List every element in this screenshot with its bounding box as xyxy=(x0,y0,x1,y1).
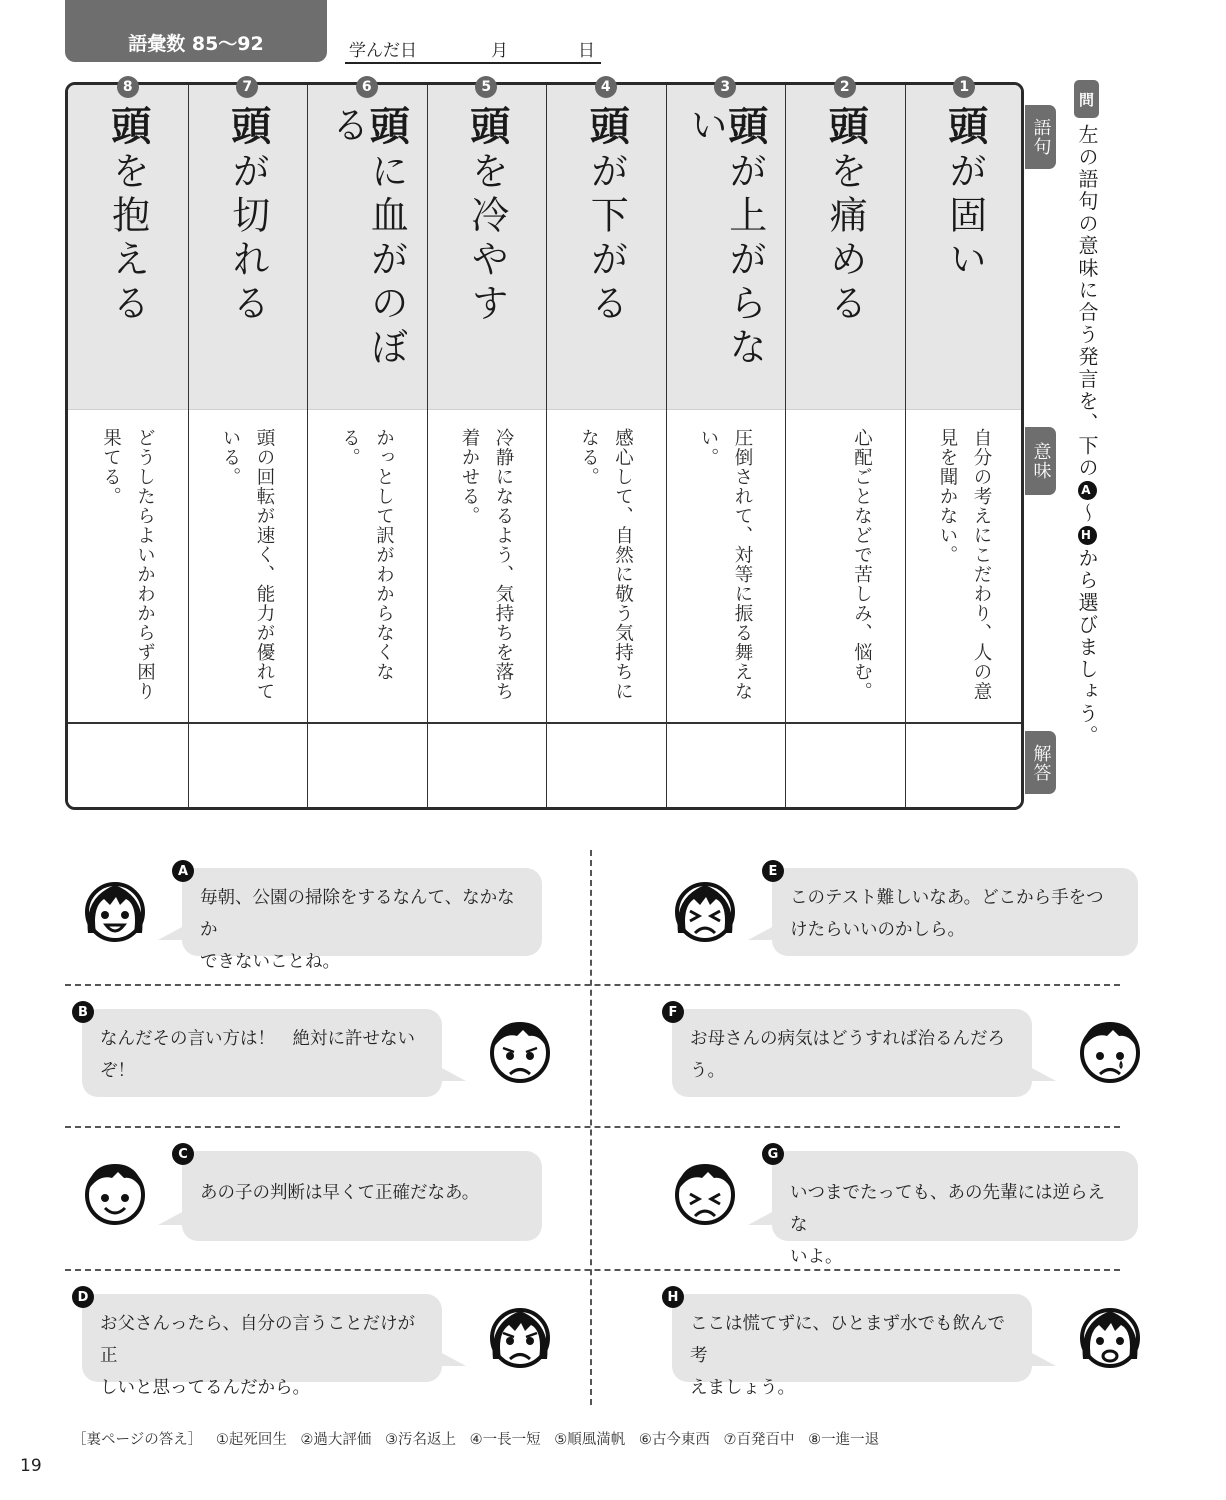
dialogue-line-2: いよ。 xyxy=(790,1247,843,1267)
phrase-head: 頭 xyxy=(721,105,768,151)
meaning-cell xyxy=(189,410,308,724)
phrase-head: 頭 xyxy=(224,105,271,151)
label-h-icon: H xyxy=(1078,526,1097,545)
tab-meaning-label: 意味 xyxy=(1030,442,1052,480)
speech-bubble xyxy=(672,1009,1032,1097)
vocab-column-2 xyxy=(785,85,905,807)
boy-angry-face-icon xyxy=(485,1016,555,1086)
phrase-rest: を痛める xyxy=(823,151,868,327)
day-label: 日 xyxy=(578,41,595,61)
dialogue-line-1: お母さんの病気はどうすれば治るんだろ xyxy=(690,1029,1005,1049)
label-a-icon: A xyxy=(1078,481,1097,500)
speech-bubble xyxy=(82,1009,442,1097)
bubble-tail xyxy=(1030,1352,1056,1366)
tab-meaning xyxy=(1025,427,1056,495)
phrase-text xyxy=(463,105,510,327)
option-label-badge: C xyxy=(172,1143,194,1165)
row-divider-1 xyxy=(65,984,1120,986)
speech-bubble xyxy=(772,868,1138,956)
item-number-badge: 3 xyxy=(714,76,736,98)
meaning-text: 圧倒されて、対等に振る舞えない。 xyxy=(698,428,753,701)
meaning-cell xyxy=(786,410,905,724)
meaning-cell xyxy=(428,410,547,724)
phrase-text xyxy=(325,105,410,409)
phrase-rest: を抱える xyxy=(105,151,150,327)
bubble-tail xyxy=(440,1352,466,1366)
vocab-column-8 xyxy=(68,85,188,807)
vocab-range-header xyxy=(65,0,327,62)
dialogue-line-2: できないことね。 xyxy=(200,952,340,972)
bubble-tail xyxy=(748,926,774,940)
meaning-text: 冷静になるよう、気持ちを落ち着かせる。 xyxy=(459,428,514,701)
phrase-rest: を冷やす xyxy=(464,151,509,327)
answer-box[interactable] xyxy=(906,724,1025,810)
study-date-field[interactable] xyxy=(345,34,601,64)
item-number-badge: 7 xyxy=(236,76,258,98)
dialogue-line-2: ぞ！ xyxy=(100,1061,135,1081)
dialogue-line-2: しいと思ってるんだから。 xyxy=(100,1378,310,1398)
phrase-cell xyxy=(786,85,905,410)
phrase-head: 頭 xyxy=(583,105,630,151)
answer-box[interactable] xyxy=(667,724,786,810)
meaning-cell xyxy=(547,410,666,724)
boy-distressed-face-icon xyxy=(670,1158,740,1228)
phrase-head: 頭 xyxy=(822,105,869,151)
previous-page-answers: ［裏ページの答え］ ①起死回生 ②過大評価 ③汚名返上 ④一長一短 ⑤順風満帆 ⑥古今東西 ⑦百発百中 ⑧一進一退 xyxy=(72,1432,880,1448)
girl-angry-face-icon xyxy=(485,1301,555,1371)
boy-crying-face-icon xyxy=(1075,1016,1145,1086)
answer-box[interactable] xyxy=(189,724,308,810)
meaning-text: 感心して、自然に敬う気持ちになる。 xyxy=(578,428,634,701)
row-divider-2 xyxy=(65,1126,1120,1128)
meaning-text: どうしたらよいかわからず困り果てる。 xyxy=(100,428,156,701)
tab-phrase-label: 語句 xyxy=(1030,118,1052,156)
tab-phrase xyxy=(1025,105,1056,169)
bubble-tail xyxy=(158,926,184,940)
question-text-part2: から選びましょう。 xyxy=(1075,547,1099,748)
question-instruction xyxy=(1073,124,1101,747)
phrase-cell xyxy=(68,85,188,410)
option-label-badge: D xyxy=(72,1286,94,1308)
phrase-text xyxy=(583,105,630,327)
girl-distressed-face-icon xyxy=(670,875,740,945)
dialogue-line-2: けたらいいのかしら。 xyxy=(790,920,965,940)
dialogue-line-1: いつまでたっても、あの先輩には逆らえな xyxy=(790,1183,1105,1235)
meaning-text: かっとして訳がわからなくなる。 xyxy=(339,428,395,682)
phrase-text xyxy=(104,105,151,327)
phrase-text xyxy=(224,105,271,327)
item-number-badge: 2 xyxy=(834,76,856,98)
vocab-range-label: 語彙数 85～92 xyxy=(128,32,264,55)
question-tilde: ～ xyxy=(1075,502,1099,525)
girl-surprised-face-icon xyxy=(1075,1301,1145,1371)
phrase-cell xyxy=(547,85,666,410)
meaning-text: 自分の考えにこだわり、人の意見を聞かない。 xyxy=(937,428,992,701)
dialogue-line-1: あの子の判断は早くて正確だなあ。 xyxy=(200,1183,480,1203)
vocab-column-1 xyxy=(905,85,1025,807)
meaning-cell xyxy=(906,410,1025,724)
option-label-badge: A xyxy=(172,860,194,882)
phrase-head: 頭 xyxy=(363,105,410,151)
tab-answer xyxy=(1025,731,1056,794)
page-number: 19 xyxy=(20,1456,42,1476)
phrase-text xyxy=(683,105,768,409)
dialogue-line-2: う。 xyxy=(690,1061,725,1081)
dialogue-line-1: ここは慌てずに、ひとまず水でも飲んで考 xyxy=(690,1314,1005,1366)
meaning-cell xyxy=(308,410,427,724)
month-label: 月 xyxy=(491,41,508,61)
dialogue-line-1: このテスト難しいなあ。どこから手をつ xyxy=(790,888,1104,908)
item-number-badge: 4 xyxy=(595,76,617,98)
item-number-badge: 5 xyxy=(475,76,497,98)
option-label-badge: E xyxy=(762,860,784,882)
phrase-head: 頭 xyxy=(104,105,151,151)
dialogue-line-1: 毎朝、公園の掃除をするなんて、なかなか xyxy=(200,888,515,940)
dialogue-line-2: えましょう。 xyxy=(690,1378,795,1398)
study-date-label: 学んだ日 xyxy=(349,41,417,61)
phrase-text xyxy=(822,105,869,327)
speech-bubble xyxy=(182,1151,542,1241)
speech-bubble xyxy=(672,1294,1032,1398)
answer-box[interactable] xyxy=(308,724,427,810)
vocab-column-5 xyxy=(427,85,547,807)
vocab-column-7 xyxy=(188,85,308,807)
option-label-badge: B xyxy=(72,1001,94,1023)
question-badge xyxy=(1074,80,1099,118)
dialogue-line-1: お父さんったら、自分の言うことだけが正 xyxy=(100,1314,415,1366)
option-label-badge: G xyxy=(762,1143,784,1165)
speech-bubble xyxy=(82,1294,442,1398)
answer-box[interactable] xyxy=(428,724,547,810)
phrase-rest: に血がのぼる xyxy=(325,105,409,371)
speech-bubble xyxy=(772,1151,1138,1267)
bubble-tail xyxy=(440,1067,466,1081)
vocab-column-4 xyxy=(546,85,666,807)
answer-box[interactable] xyxy=(786,724,905,810)
item-number-badge: 1 xyxy=(953,76,975,98)
question-text-part1: 左の語句の意味に合う発言を、下の xyxy=(1075,124,1099,480)
bubble-tail xyxy=(158,1211,184,1225)
phrase-head: 頭 xyxy=(463,105,510,151)
item-number-badge: 8 xyxy=(117,76,139,98)
tab-answer-label: 解答 xyxy=(1030,743,1052,782)
meaning-text: 心配ごとなどで苦しみ、悩む。 xyxy=(851,428,873,701)
phrase-text xyxy=(941,105,988,283)
bubble-tail xyxy=(748,1211,774,1225)
speech-bubble xyxy=(182,868,542,972)
answer-box[interactable] xyxy=(547,724,666,810)
vocab-column-6 xyxy=(307,85,427,807)
phrase-cell xyxy=(667,85,786,410)
phrase-cell xyxy=(308,85,427,410)
phrase-rest: が上がらない xyxy=(683,105,767,371)
phrase-rest: が固い xyxy=(942,151,987,283)
vocab-table xyxy=(65,82,1024,810)
boy-smiling-face-icon xyxy=(80,1158,150,1228)
answer-box[interactable] xyxy=(68,724,188,810)
phrase-rest: が下がる xyxy=(584,151,629,327)
meaning-text: 頭の回転が速く、能力が優れている。 xyxy=(220,428,275,701)
option-label-badge: F xyxy=(662,1001,684,1023)
phrase-cell xyxy=(189,85,308,410)
vocab-column-3 xyxy=(666,85,786,807)
phrase-cell xyxy=(428,85,547,410)
phrase-rest: が切れる xyxy=(225,151,270,327)
option-label-badge: H xyxy=(662,1286,684,1308)
phrase-cell xyxy=(906,85,1025,410)
item-number-badge: 6 xyxy=(356,76,378,98)
girl-smiling-face-icon xyxy=(80,875,150,945)
question-badge-label: 問 xyxy=(1078,90,1094,109)
meaning-cell xyxy=(68,410,188,724)
phrase-head: 頭 xyxy=(941,105,988,151)
bubble-tail xyxy=(1030,1067,1056,1081)
dialogue-line-1: なんだその言い方は！ 絶対に許せない xyxy=(100,1029,415,1049)
meaning-cell xyxy=(667,410,786,724)
